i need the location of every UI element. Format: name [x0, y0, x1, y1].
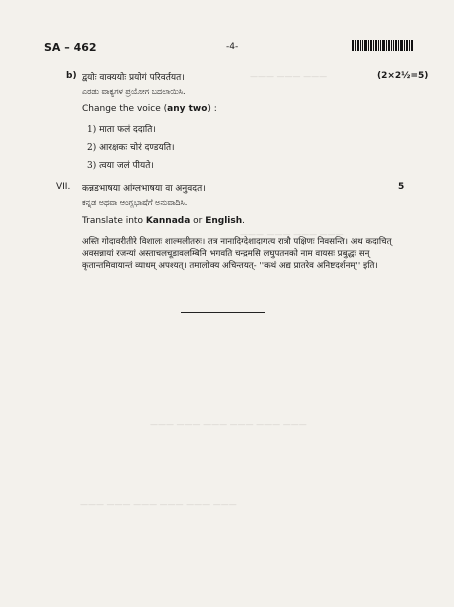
barcode-icon [352, 40, 416, 51]
question-b-instruction-english [82, 104, 217, 114]
instruction-emphasis: any two [167, 104, 208, 114]
question-b-item-3: 3) त्वया जलं पीयते। [87, 161, 154, 171]
question-b-instruction-sanskrit: द्वयोः वाक्ययोः प्रयोगं परिवर्तयत। [82, 73, 185, 83]
bleed-through-text: ——— ——— ——— ——— ——— ——— [150, 420, 307, 429]
instruction-text: . [242, 216, 246, 226]
translation-passage: अस्ति गोदावरीतीरे विशालः शाल्मलीतरुः। तत्र नानादिग्देशादागत्य रात्रौ पक्षिणः निवसन्ति। अथ कदाचित् अवसन्नायां रजन्यां अस्ताचलचूडावलम्बिनि भगवति चन्द्रमसि लघुपतनको नाम वायसः प्रबुद्धः सन् कृतान्तमिवायान्तं व्याधम् अपश्यत्। तमालोक्य अचिन्तयत्- ''कथं अद्य प्रातरेव अनिष्टदर्शनम्'' इति। [82, 237, 392, 271]
question-b-instruction-kannada: ಎರಡು ವಾಕ್ಯಗಳ ಪ್ರಯೋಗ ಬದಲಾಯಿಸಿ. [82, 87, 186, 96]
bleed-through-text: ——— ——— ——— ——— [240, 230, 344, 239]
question-vii-instruction-sanskrit: कन्नडभाषया आंग्लभाषया वा अनुवदत। [82, 184, 206, 194]
question-vii-label: VII. [56, 182, 71, 192]
instruction-emphasis: Kannada [145, 216, 191, 226]
question-vii-instruction-kannada: ಕನ್ನಡ ಅಥವಾ ಆಂಗ್ಲಭಾಷೆಗೆ ಅನುವಾದಿಸಿ. [82, 198, 188, 207]
end-rule [181, 312, 265, 313]
instruction-text: ) : [207, 104, 217, 114]
question-vii-marks: 5 [398, 182, 405, 192]
question-b-label: b) [66, 71, 77, 81]
paper-code: SA – 462 [44, 41, 97, 54]
question-b-item-1: 1) माता फलं ददाति। [87, 125, 156, 135]
instruction-text: or [190, 216, 206, 226]
question-vii-instruction-english [82, 216, 245, 226]
page-number: -4- [226, 42, 239, 52]
question-b-marks: (2×2½=5) [377, 71, 429, 81]
instruction-text: Change the voice ( [82, 104, 168, 114]
bleed-through-text: ——— ——— ——— [250, 72, 328, 81]
instruction-text: Translate into [82, 216, 146, 226]
bleed-through-text: ——— ——— ——— ——— ——— ——— [80, 500, 237, 509]
instruction-emphasis: English [205, 216, 243, 226]
question-b-item-2: 2) आरक्षकः चोरं दण्डयति। [87, 143, 175, 153]
